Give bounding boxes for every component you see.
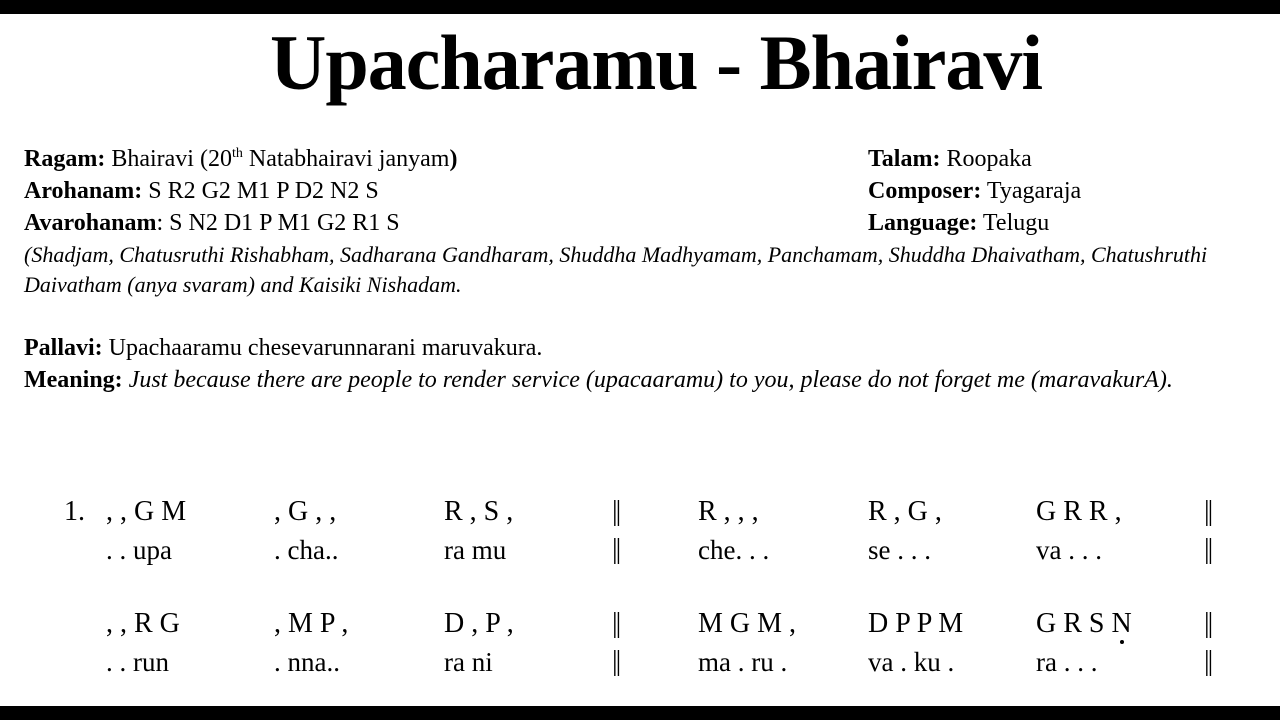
lyric-group: ra ni [444, 647, 493, 677]
ragam-superscript: th [231, 146, 243, 161]
avarohanam-label: Avarohanam [24, 210, 157, 236]
line-number: 1. [64, 496, 85, 527]
bar-line: || [1204, 608, 1212, 639]
swara-group: G R S [1036, 608, 1112, 639]
language-label: Language: [868, 210, 978, 236]
composer-label: Composer: [868, 178, 982, 204]
lyric-group: . nna.. [274, 647, 340, 677]
lyric-group: . . upa [106, 535, 172, 565]
language-value: Telugu [977, 210, 1050, 236]
swara-group: R , , , [698, 496, 759, 527]
ragam-close-paren: ) [449, 146, 458, 172]
lyric-group: che. . . [698, 535, 770, 565]
page-title: Upacharamu - Bhairavi [270, 19, 1043, 106]
swara-group-with-lower-octave [1036, 606, 1132, 642]
pallavi-line [24, 333, 542, 363]
swara-group: , G , , [274, 496, 337, 527]
lyric-group: ra . . . [1036, 647, 1098, 677]
lyric-group: se . . . [868, 535, 931, 565]
bar-line: || [1204, 646, 1212, 677]
arohanam-line [24, 175, 379, 207]
lower-octave-swara: N [1111, 606, 1131, 642]
meaning-line [24, 364, 1234, 396]
pallavi-text: Upachaaramu chesevarunnarani maruvakura. [102, 335, 543, 361]
swara-group: G R R , [1036, 496, 1122, 527]
swara-group: D , P , [444, 608, 514, 639]
meaning-label: Meaning: [24, 367, 123, 393]
meaning-text: Just because there are people to render service (upacaaramu) to you, please do not forget me (maravakurA). [122, 367, 1173, 393]
talam-line [868, 143, 1032, 175]
bar-line: || [612, 534, 620, 565]
language-line [868, 207, 1049, 239]
ragam-label: Ragam: [24, 146, 106, 172]
ragam-janyam: Natabhairavi janyam [242, 146, 450, 172]
lyric-group: ra mu [444, 535, 507, 565]
bar-line: || [612, 496, 620, 527]
avarohanam-value: : S N2 D1 P M1 G2 R1 S [156, 210, 400, 236]
top-border [0, 0, 1280, 14]
bottom-border [0, 706, 1280, 720]
bar-line: || [612, 608, 620, 639]
swara-group: M G M , [698, 608, 797, 639]
bar-line: || [1204, 534, 1212, 565]
swara-group: , M P , [274, 608, 349, 639]
swara-group: R , S , [444, 496, 514, 527]
ragam-line [24, 143, 457, 175]
lyric-group: . cha.. [274, 535, 339, 565]
arohanam-label: Arohanam: [24, 178, 143, 204]
bar-line: || [612, 646, 620, 677]
swara-group: R , G , [868, 496, 942, 527]
lyric-group: . . run [106, 647, 169, 677]
swara-names-note: (Shadjam, Chatusruthi Rishabham, Sadharana Gandharam, Shuddha Madhyamam, Panchamam, Shuddha Dhaivatham, Chatushruthi Daivatham (anya svaram) and Kaisiki Nishadam. [24, 242, 1208, 297]
talam-value: Roopaka [940, 146, 1032, 172]
swara-group: , , R G [106, 608, 180, 639]
arohanam-value: S R2 G2 M1 P D2 N2 S [142, 178, 379, 204]
swara-group: D P P M [868, 608, 964, 639]
composer-line [868, 175, 1081, 207]
bar-line: || [1204, 496, 1212, 527]
lyric-group: va . ku . [868, 647, 955, 677]
ragam-value: Bhairavi (20 [105, 146, 232, 172]
swara-group: , , G M [106, 496, 187, 527]
lyric-group: va . . . [1036, 535, 1102, 565]
talam-label: Talam: [868, 146, 941, 172]
lyric-group: ma . ru . [698, 647, 788, 677]
composer-value: Tyagaraja [981, 178, 1082, 204]
pallavi-label: Pallavi: [24, 335, 103, 361]
avarohanam-line [24, 207, 400, 239]
